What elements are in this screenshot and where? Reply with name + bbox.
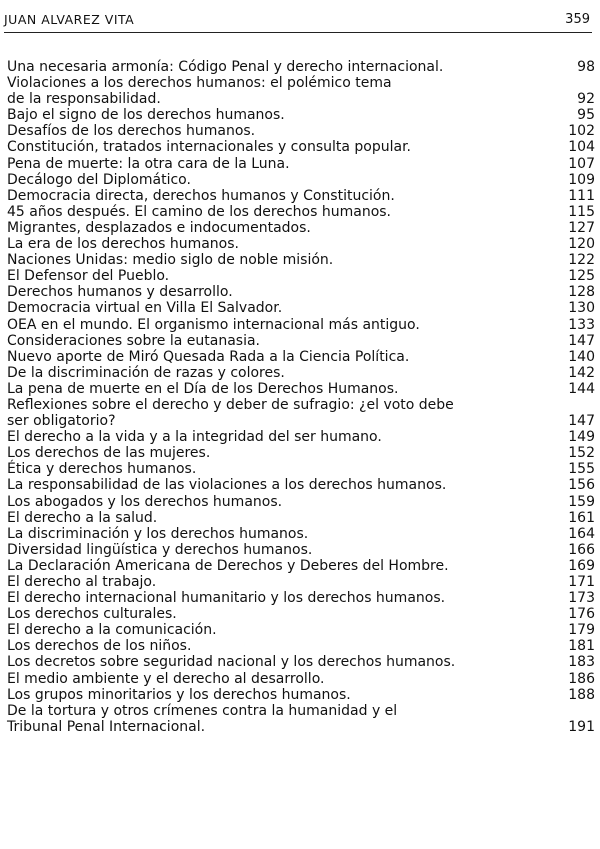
toc-entry-page: 159	[568, 493, 595, 510]
toc-entry-page: 128	[568, 284, 595, 301]
toc-entry-title: Decálogo del Diplomático.	[7, 171, 191, 188]
toc-entry-page: 122	[568, 252, 595, 269]
toc-entry-title: De la discriminación de razas y colores.	[7, 364, 285, 381]
toc-entry-page: 176	[568, 606, 595, 623]
toc-entry-page: 98	[577, 59, 595, 75]
toc-entry	[7, 204, 595, 220]
toc-entry	[7, 123, 595, 139]
toc-entry	[7, 638, 595, 654]
toc-entry-title: Naciones Unidas: medio siglo de noble misión.	[7, 252, 334, 269]
toc-entry-page: 130	[568, 300, 595, 317]
toc-entry-page: 191	[568, 718, 595, 735]
toc-entry	[7, 59, 595, 75]
toc-entry	[7, 236, 595, 252]
toc-entry	[7, 526, 595, 542]
table-of-contents	[7, 59, 595, 735]
toc-entry	[7, 188, 595, 204]
toc-entry	[7, 365, 595, 381]
toc-entry-page: 166	[568, 541, 595, 558]
toc-entry-title: Diversidad lingüística y derechos humanos.	[7, 541, 313, 558]
toc-entry-title: El derecho a la salud.	[7, 509, 158, 526]
toc-entry-page: 133	[568, 316, 595, 333]
toc-entry-title: Violaciones a los derechos humanos: el polémico tema de la responsabilidad.	[7, 75, 392, 108]
toc-entry-title: El derecho a la comunicación.	[7, 622, 217, 639]
toc-entry-title: El Defensor del Pueblo.	[7, 268, 170, 285]
toc-entry-title: La discriminación y los derechos humanos.	[7, 525, 309, 542]
toc-entry	[7, 558, 595, 574]
toc-entry	[7, 445, 595, 461]
toc-entry-title: La pena de muerte en el Día de los Derechos Humanos.	[7, 380, 399, 397]
toc-entry	[7, 510, 595, 526]
toc-entry	[7, 542, 595, 558]
toc-entry-page: 171	[568, 574, 595, 590]
toc-entry	[7, 172, 595, 188]
toc-entry-title: El medio ambiente y el derecho al desarrollo.	[7, 670, 325, 687]
toc-entry-page: 142	[568, 364, 595, 381]
toc-entry-title: Los decretos sobre seguridad nacional y los derechos humanos.	[7, 654, 456, 671]
toc-entry-page: 179	[568, 622, 595, 639]
toc-entry	[7, 671, 595, 687]
toc-entry-page: 125	[568, 268, 595, 285]
toc-entry-title: OEA en el mundo. El organismo internacional más antiguo.	[7, 316, 420, 333]
toc-entry	[7, 220, 595, 236]
toc-entry	[7, 75, 595, 107]
toc-entry-page: 95	[577, 107, 595, 124]
toc-entry	[7, 139, 595, 155]
toc-entry-title: Pena de muerte: la otra cara de la Luna.	[7, 155, 290, 172]
toc-entry	[7, 252, 595, 268]
toc-entry-title: Consideraciones sobre la eutanasia.	[7, 332, 261, 349]
toc-entry-page: 144	[568, 380, 595, 397]
toc-entry	[7, 107, 595, 123]
toc-entry-page: 161	[568, 509, 595, 526]
toc-entry-page: 164	[568, 525, 595, 542]
toc-entry-title: La responsabilidad de las violaciones a los derechos humanos.	[7, 477, 447, 494]
toc-entry-title: Derechos humanos y desarrollo.	[7, 284, 233, 301]
toc-entry-title: Bajo el signo de los derechos humanos.	[7, 107, 285, 124]
toc-entry	[7, 333, 595, 349]
toc-entry	[7, 461, 595, 477]
toc-entry-title: Los derechos culturales.	[7, 606, 177, 623]
toc-entry-page: 92	[577, 91, 595, 108]
toc-entry-title: Los abogados y los derechos humanos.	[7, 493, 283, 510]
toc-entry-page: 140	[568, 348, 595, 365]
toc-entry	[7, 574, 595, 590]
toc-entry-title: Desafíos de los derechos humanos.	[7, 123, 256, 140]
toc-entry-page: 107	[568, 155, 595, 172]
toc-entry-page: 102	[568, 123, 595, 140]
toc-entry-page: 149	[568, 429, 595, 446]
running-header	[4, 8, 592, 33]
toc-entry-page: 147	[568, 332, 595, 349]
toc-entry-title: Constitución, tratados internacionales y consulta popular.	[7, 139, 411, 156]
toc-entry	[7, 300, 595, 316]
toc-entry-page: 109	[568, 171, 595, 188]
toc-entry	[7, 284, 595, 300]
toc-entry-title: Ética y derechos humanos.	[7, 461, 197, 478]
toc-entry-title: Los derechos de los niños.	[7, 638, 192, 655]
toc-entry-title: Nuevo aporte de Miró Quesada Rada a la Ciencia Política.	[7, 348, 410, 365]
toc-entry-title: El derecho al trabajo.	[7, 574, 157, 590]
toc-entry-page: 183	[568, 654, 595, 671]
toc-entry-page: 152	[568, 445, 595, 462]
toc-entry-title: La Declaración Americana de Derechos y Deberes del Hombre.	[7, 557, 449, 574]
toc-entry-title: El derecho internacional humanitario y los derechos humanos.	[7, 590, 446, 607]
toc-entry-title: El derecho a la vida y a la integridad del ser humano.	[7, 429, 382, 446]
toc-entry-page: 104	[568, 139, 595, 156]
toc-entry-page: 156	[568, 477, 595, 494]
toc-entry-title: La era de los derechos humanos.	[7, 236, 239, 253]
toc-entry-page: 186	[568, 670, 595, 687]
toc-entry	[7, 703, 595, 735]
toc-entry-page: 115	[568, 203, 595, 220]
toc-entry-page: 155	[568, 461, 595, 478]
toc-entry-page: 188	[568, 686, 595, 703]
header-page-number: 359	[565, 12, 590, 27]
toc-entry-page: 120	[568, 236, 595, 253]
toc-entry-page: 181	[568, 638, 595, 655]
toc-entry-page: 169	[568, 557, 595, 574]
toc-entry-page: 147	[568, 413, 595, 430]
toc-entry-title: Los derechos de las mujeres.	[7, 445, 211, 462]
toc-entry-title: Migrantes, desplazados e indocumentados.	[7, 219, 311, 236]
header-author: JUAN ALVAREZ VITA	[4, 12, 135, 27]
toc-entry	[7, 397, 595, 429]
toc-entry	[7, 477, 595, 493]
toc-entry	[7, 687, 595, 703]
toc-entry-title: 45 años después. El camino de los derechos humanos.	[7, 203, 392, 220]
toc-entry-title: De la tortura y otros crímenes contra la humanidad y el Tribunal Penal Internacional.	[7, 702, 398, 735]
toc-entry	[7, 156, 595, 172]
toc-entry	[7, 590, 595, 606]
toc-entry-title: Democracia virtual en Villa El Salvador.	[7, 300, 283, 317]
toc-entry	[7, 349, 595, 365]
toc-entry-title: Una necesaria armonía: Código Penal y derecho internacional.	[7, 59, 444, 75]
toc-entry-title: Reflexiones sobre el derecho y deber de sufragio: ¿el voto debe ser obligatorio?	[7, 396, 454, 430]
toc-entry	[7, 429, 595, 445]
toc-entry	[7, 654, 595, 670]
toc-entry-page: 127	[568, 219, 595, 236]
toc-entry	[7, 606, 595, 622]
toc-entry-title: Democracia directa, derechos humanos y Constitución.	[7, 187, 395, 204]
toc-entry	[7, 268, 595, 284]
toc-entry	[7, 622, 595, 638]
toc-entry-page: 173	[568, 590, 595, 607]
toc-entry-page: 111	[568, 187, 595, 204]
toc-entry	[7, 381, 595, 397]
toc-entry-title: Los grupos minoritarios y los derechos humanos.	[7, 686, 351, 703]
toc-entry	[7, 317, 595, 333]
toc-entry	[7, 494, 595, 510]
